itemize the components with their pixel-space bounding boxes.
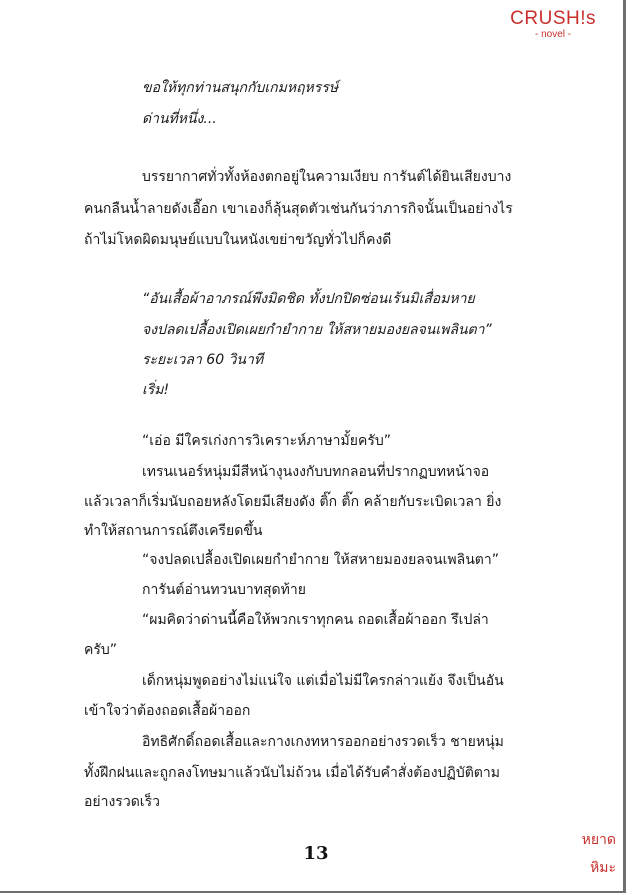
story-line-5: “จงปลดเปลื้องเปิดเผยกำยำกาย ให้สหายมองยลจนเพลินตา” — [142, 552, 499, 568]
crushs-novel-logo — [510, 8, 596, 41]
logo-text: CRUSH!s — [510, 8, 596, 29]
page-number: 13 — [303, 843, 329, 864]
story-line-3: แล้วเวลาก็เริ่มนับถอยหลังโดยมีเสียงดัง ติ๊ก ติ๊ก คล้ายกับระเบิดเวลา ยิ่ง — [84, 494, 502, 510]
story-line-7: “ผมคิดว่าด่านนี้คือให้พวกเราทุกคน ถอดเสื้อผ้าออก รึเปล่า — [142, 612, 489, 628]
story-line-6: การันต์อ่านทวนบาทสุดท้าย — [142, 582, 306, 598]
riddle-line-2: จงปลดเปลื้องเปิดเผยกำยำกาย ให้สหายมองยลจนเพลินตา” — [142, 322, 492, 338]
author-name-line-2: หิมะ — [590, 860, 616, 876]
story-line-2: เทรนเนอร์หนุ่มมีสีหน้างุนงงกับบทกลอนที่ปรากฏบทหน้าจอ — [142, 464, 490, 480]
riddle-line-1: “อันเสื้อผ้าอาภรณ์พึงมิดชิด ทั้งปกปิดซ่อนเร้นมิเสื่อมหาย — [142, 291, 475, 307]
story-line-1: “เอ่อ มีใครเก่งการวิเคราะห์ภาษามั้ยครับ” — [142, 433, 391, 449]
intro-line-2: ด่านที่หนึ่ง... — [142, 111, 217, 127]
story-line-10: เข้าใจว่าต้องถอดเสื้อผ้าออก — [84, 703, 251, 719]
story-line-9: เด็กหนุ่มพูดอย่างไม่แน่ใจ แต่เมื่อไม่มีใครกล่าวแย้ง จึงเป็นอัน — [142, 673, 504, 689]
story-line-12: ทั้งฝึกฝนและถูกลงโทษมาแล้วนับไม่ถ้วน เมื่อได้รับคำสั่งต้องปฏิบัติตาม — [84, 765, 500, 781]
paragraph-1-line-3: ถ้าไม่โหดผิดมนุษย์แบบในหนังเขย่าขวัญทั่วไปก็คงดี — [84, 232, 392, 248]
story-line-8: ครับ” — [84, 642, 118, 658]
riddle-start: เริ่ม! — [142, 382, 170, 398]
story-line-11: อิทธิศักดิ์ถอดเสื้อและกางเกงทหารออกอย่างรวดเร็ว ชายหนุ่ม — [142, 734, 504, 750]
paragraph-1-line-1: บรรยากาศทั่วทั้งห้องตกอยู่ในความเงียบ การันต์ได้ยินเสียงบาง — [142, 169, 512, 185]
story-line-13: อย่างรวดเร็ว — [84, 794, 160, 810]
intro-line-1: ขอให้ทุกท่านสนุกกับเกมหฤหรรษ์ — [142, 80, 339, 96]
author-name-line-1: หยาด — [581, 832, 616, 848]
riddle-time-limit: ระยะเวลา 60 วินาที — [142, 352, 264, 368]
paragraph-1-line-2: คนกลืนน้ำลายดังเอื๊อก เขาเองก็ลุ้นสุดตัวเช่นกันว่าภารกิจนั้นเป็นอย่างไร — [84, 201, 513, 217]
author-name — [582, 826, 616, 882]
logo-subtitle: - novel - — [535, 29, 572, 40]
story-line-4: ทำให้สถานการณ์ตึงเครียดขึ้น — [84, 523, 263, 539]
